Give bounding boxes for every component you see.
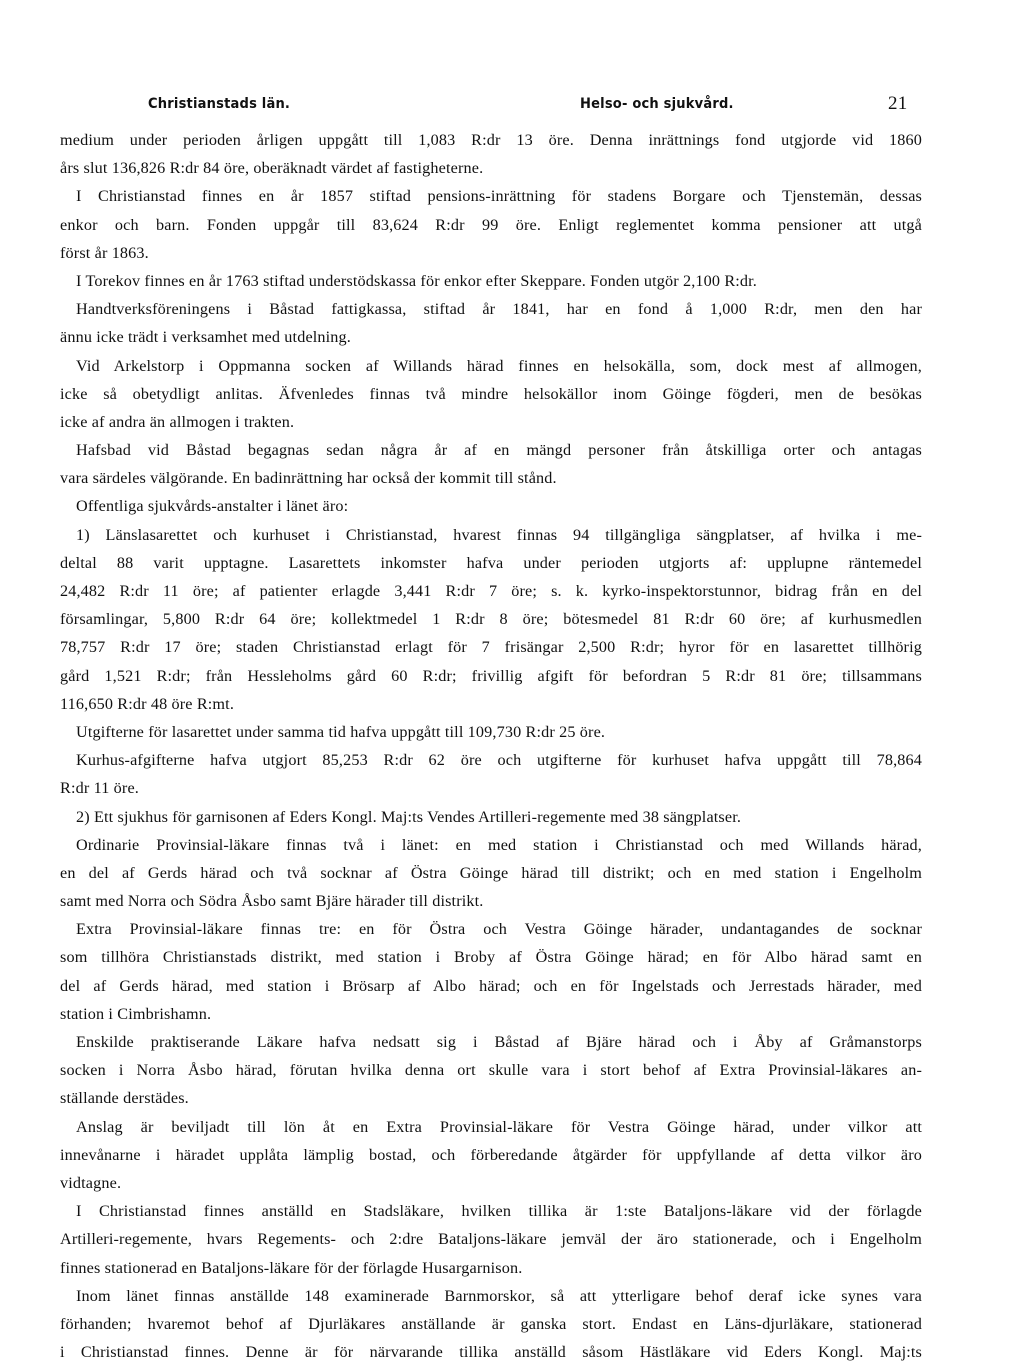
text-line: förhanden; hvaremot behof af Djurläkares anställande är ganska stort. Endast en Läns-djurläkare, stationerad	[60, 1314, 922, 1333]
text-line: station i Cimbrishamn.	[60, 1004, 212, 1023]
text-line: enkor och barn. Fonden uppgår till 83,624 R:dr 99 öre. Enligt reglementet komma pensioner att utgå	[60, 215, 922, 234]
running-header-center: Helso- och sjukvård.	[580, 96, 734, 112]
text-line: deltal 88 varit upptagne. Lasarettets inkomster hafva under perioden utgjorts af: upplupne räntemedel	[60, 553, 922, 572]
text-line: Extra Provinsial-läkare finnas tre: en för Östra och Vestra Göinge härader, undantagandes de socknar	[76, 920, 922, 939]
text-line: Hafsbad vid Båstad begagnas sedan några år af en mängd personer från åtskilliga orter och antagas	[76, 441, 922, 460]
running-header-left: Christianstads län.	[148, 96, 291, 112]
text-line: församlingar, 5,800 R:dr 64 öre; kollektmedel 1 R:dr 8 öre; bötesmedel 81 R:dr 60 öre; af kurhusmedlen	[60, 610, 922, 629]
body-text	[60, 126, 922, 1366]
text-line: en del af Gerds härad och två socknar af Östra Göinge härad till distrikt; och en med station i Engelholm	[60, 863, 922, 882]
text-line: icke af andra än allmogen i trakten.	[60, 412, 295, 431]
text-line: I Torekov finnes en år 1763 stiftad understödskassa för enkor efter Skeppare. Fonden utgör 2,100 R:dr.	[76, 271, 758, 290]
text-line: ännu icke trädt i verksamhet med utdelning.	[60, 328, 351, 347]
text-line: icke så obetydligt anlitas. Äfvenledes finnas två mindre helsokällor inom Göinge fögderi, men de besökas	[60, 384, 922, 403]
text-line: finnes stationerad en Bataljons-läkare för der förlagde Husargarnison.	[60, 1258, 523, 1277]
text-line: samt med Norra och Södra Åsbo samt Bjäre härader till distrikt.	[60, 892, 484, 911]
text-line: R:dr 11 öre.	[60, 779, 139, 798]
text-line: års slut 136,826 R:dr 84 öre, oberäknadt värdet af fastigheterne.	[60, 159, 484, 178]
text-line: innevånarne i häradet upplåta lämplig bostad, och förberedande åtgärder för uppfyllande af detta vilkor äro	[60, 1145, 922, 1164]
text-line: i Christianstad finnes. Denne är för närvarande tillika anställd såsom Hästläkare vid Eders Kongl. Maj:ts	[60, 1343, 922, 1362]
text-line: 78,757 R:dr 17 öre; staden Christianstad erlagt för 7 frisängar 2,500 R:dr; hyror för en lasarettet tillhörig	[60, 638, 922, 657]
text-line: först år 1863.	[60, 243, 149, 262]
text-line: som tillhöra Christianstads distrikt, med station i Broby af Östra Göinge härad; en för Albo härad samt en	[60, 948, 922, 967]
text-line: Anslag är beviljadt till lön åt en Extra Provinsial-läkare för Vestra Göinge härad, under vilkor att	[76, 1117, 922, 1136]
text-line: del af Gerds härad, med station i Brösarp af Albo härad; och en för Ingelstads och Jerrestads härader, med	[60, 976, 922, 995]
text-line: Inom länet finnas anställde 148 examinerade Barnmorskor, så att ytterligare behof deraf icke synes vara	[76, 1286, 922, 1305]
text-line: I Christianstad finnes en år 1857 stiftad pensions-inrättning för stadens Borgare och Tjenstemän, dessas	[76, 187, 922, 206]
text-line: vidtagne.	[60, 1173, 122, 1192]
text-line: 24,482 R:dr 11 öre; af patienter erlagde 3,441 R:dr 7 öre; s. k. kyrko-inspektorstunnor, bidrag från en del	[60, 582, 922, 600]
text-line: Handtverksföreningens i Båstad fattigkassa, stiftad år 1841, har en fond å 1,000 R:dr, men den har	[76, 300, 922, 319]
text-line: Utgifterne för lasarettet under samma tid hafva uppgått till 109,730 R:dr 25 öre.	[76, 722, 606, 741]
text-line: 1) Länslasarettet och kurhuset i Christianstad, hvarest finnas 94 tillgängliga sängplatser, af hvilka i me-	[76, 525, 922, 544]
text-line: I Christianstad finnes anställd en Stadsläkare, hvilken tillika är 1:ste Bataljons-läkare vid der förlagde	[76, 1202, 922, 1221]
text-line: medium under perioden årligen uppgått till 1,083 R:dr 13 öre. Denna inrättnings fond utgjorde vid 1860	[60, 131, 922, 149]
text-line: 2) Ett sjukhus för garnisonen af Eders Kongl. Maj:ts Vendes Artilleri-regemente med 38 sängplatser.	[76, 807, 742, 826]
text-line: Ordinarie Provinsial-läkare finnas två i länet: en med station i Christianstad och med Willands härad,	[76, 835, 922, 854]
text-line: Artilleri-regemente, hvars Regements- och 2:dre Bataljons-läkare jemväl der äro stationerade, och i Engelholm	[60, 1230, 922, 1249]
text-line: Offentliga sjukvårds-anstalter i länet äro:	[76, 497, 349, 516]
text-line: Vid Arkelstorp i Oppmanna socken af Willands härad finnes en helsokälla, som, dock mest af allmogen,	[76, 356, 922, 375]
text-line: gård 1,521 R:dr; från Hessleholms gård 60 R:dr; frivillig afgift för befordran 5 R:dr 81 öre; tillsammans	[60, 666, 922, 685]
text-line: vara särdeles välgörande. En badinrättning har också der kommit till stånd.	[60, 469, 557, 488]
page-number: 21	[888, 93, 908, 114]
text-line: Kurhus-afgifterne hafva utgjort 85,253 R:dr 62 öre och utgifterne för kurhuset hafva uppgått till 78,864	[76, 751, 922, 770]
text-line: socken i Norra Åsbo härad, förutan hvilka denna ort skulle vara i stort behof af Extra Provinsial-läkares an-	[60, 1061, 922, 1080]
text-line: ställande derstädes.	[60, 1089, 189, 1108]
text-line: Enskilde praktiserande Läkare hafva nedsatt sig i Båstad af Bjäre härad och i Åby af Gråmanstorps	[76, 1033, 922, 1051]
text-line: 116,650 R:dr 48 öre R:mt.	[60, 694, 235, 713]
